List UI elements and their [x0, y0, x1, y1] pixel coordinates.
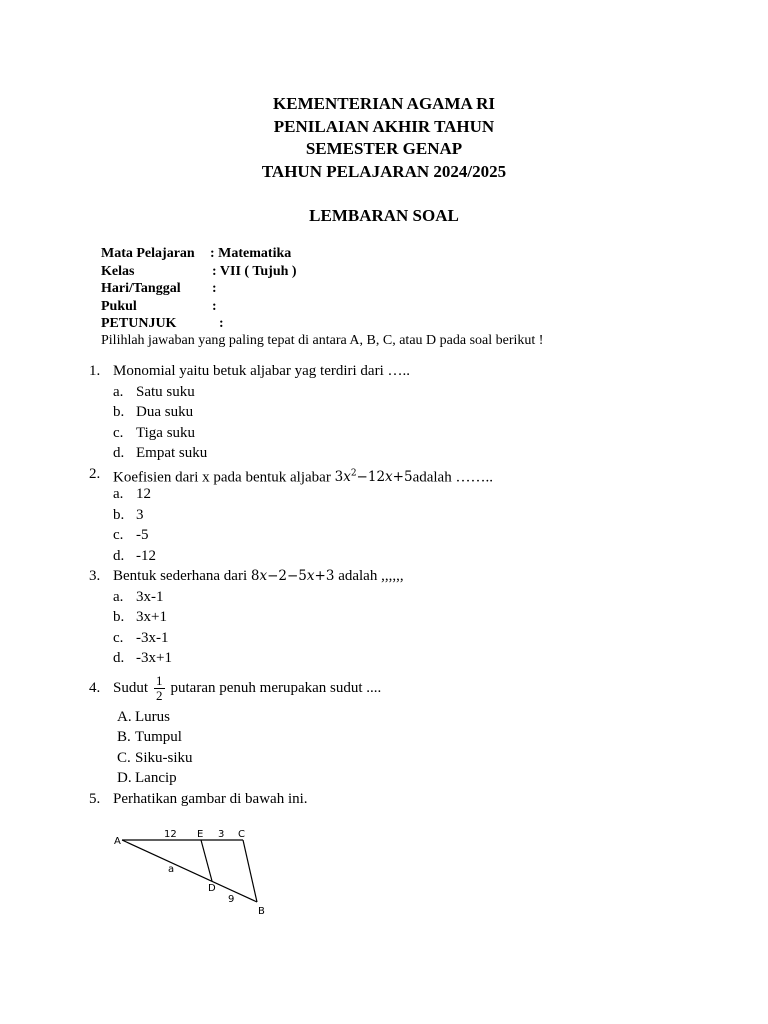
- header-semester: SEMESTER GENAP: [305, 139, 463, 158]
- option-text: 3: [136, 506, 144, 523]
- triangle-figure: [112, 823, 282, 923]
- segment-cb: [243, 840, 257, 902]
- option-letter: c.: [113, 527, 124, 543]
- coefficient: 8: [250, 568, 260, 584]
- option-text: Satu suku: [136, 383, 195, 400]
- guide-value: :: [219, 316, 224, 331]
- question-text-start: Bentuk sederhana dari: [113, 568, 251, 584]
- question-text: [113, 566, 404, 587]
- day-value: :: [212, 281, 217, 296]
- segment-ae-length: 12: [164, 829, 177, 840]
- segment-ec-length: 3: [218, 829, 225, 840]
- question-text-end: adalah ……..: [412, 469, 493, 485]
- fraction-numerator: 1: [156, 672, 163, 688]
- algebra-expression: [335, 469, 413, 485]
- variable: x: [385, 469, 393, 485]
- time-label: Pukul: [101, 298, 137, 314]
- option-text: -3x+1: [136, 650, 172, 666]
- option-text: -5: [136, 527, 149, 543]
- document-header: [0, 93, 768, 183]
- option-text: Siku-siku: [135, 749, 193, 766]
- option-text: Dua suku: [136, 404, 194, 420]
- question-number: 2.: [89, 465, 101, 482]
- fraction: [154, 674, 165, 703]
- option-text: Lancip: [135, 770, 177, 786]
- algebra-expression: [251, 568, 335, 584]
- question-text: Monomial yaitu betuk aljabar yag terdiri dari …..: [113, 363, 410, 379]
- point-a-label: A: [114, 836, 121, 847]
- option-letter: c.: [113, 629, 124, 646]
- question-text-start: Sudut: [113, 679, 149, 696]
- header-ministry: KEMENTERIAN AGAMA RI: [273, 94, 495, 113]
- constant-term: +5: [392, 469, 413, 485]
- variable: x: [259, 568, 268, 584]
- option-text: -12: [136, 547, 156, 564]
- subject-label: Mata Pelajaran: [101, 246, 195, 261]
- question-number: 5.: [89, 790, 101, 807]
- coefficient: 3: [334, 469, 344, 485]
- header-school-year: TAHUN PELAJARAN 2024/2025: [261, 161, 507, 181]
- guide-label: PETUNJUK: [101, 316, 177, 331]
- operator: −: [356, 469, 368, 485]
- option-letter: a.: [113, 383, 124, 400]
- instruction-text: Pilihlah jawaban yang paling tepat di antara A, B, C, atau D pada soal berikut !: [101, 333, 544, 348]
- question-number: 1.: [89, 363, 101, 379]
- option-letter: d.: [113, 650, 125, 666]
- option-text: -3x-1: [136, 629, 169, 646]
- question-text-end: putaran penuh merupakan sudut ....: [170, 679, 382, 696]
- point-d-label: D: [208, 883, 216, 894]
- sheet-title: LEMBARAN SOAL: [309, 206, 459, 225]
- question-text-end: adalah ,,,,,,: [334, 568, 404, 584]
- variable: x: [343, 469, 351, 485]
- class-label: Kelas: [101, 263, 135, 279]
- constant-term: +3: [314, 568, 335, 584]
- coefficient: 12: [367, 469, 386, 485]
- option-letter: a.: [113, 486, 124, 502]
- option-letter: d.: [113, 547, 125, 564]
- fraction-denominator: 2: [156, 687, 163, 703]
- option-letter: a.: [113, 588, 124, 605]
- question-text: [113, 669, 381, 707]
- point-b-label: B: [258, 906, 265, 917]
- class-value: : VII ( Tujuh ): [212, 263, 297, 279]
- option-letter: b.: [113, 506, 125, 523]
- day-label: Hari/Tanggal: [101, 281, 181, 296]
- option-text: Tumpul: [135, 729, 182, 745]
- option-text: Empat suku: [136, 445, 208, 461]
- option-letter: b.: [113, 609, 125, 625]
- point-c-label: C: [238, 829, 245, 840]
- exponent: 2: [350, 468, 357, 479]
- option-letter: B.: [117, 729, 131, 745]
- option-letter: A.: [117, 708, 132, 725]
- time-value: :: [212, 298, 217, 314]
- subject-value: : Matematika: [210, 246, 292, 261]
- option-text: 3x+1: [136, 609, 167, 625]
- segment-ed: [201, 840, 212, 881]
- segment-ad-length: a: [168, 864, 175, 875]
- header-assessment: PENILAIAN AKHIR TAHUN: [273, 116, 495, 136]
- segment-ab: [122, 840, 257, 902]
- option-letter: D.: [117, 770, 132, 786]
- point-e-label: E: [197, 829, 204, 840]
- option-letter: c.: [113, 424, 124, 441]
- question-text: [113, 464, 493, 488]
- question-number: 3.: [89, 568, 101, 584]
- option-text: Tiga suku: [136, 424, 196, 441]
- option-letter: C.: [117, 749, 131, 766]
- question-text: Perhatikan gambar di bawah ini.: [113, 790, 308, 807]
- question-text-start: Koefisien dari x pada bentuk aljabar: [113, 469, 335, 485]
- option-text: 3x-1: [136, 588, 164, 605]
- question-number: 4.: [89, 679, 101, 696]
- option-letter: d.: [113, 445, 125, 461]
- option-text: Lurus: [135, 708, 170, 725]
- middle-terms: −2−5: [267, 568, 307, 584]
- triangle-diagram: [112, 823, 282, 923]
- option-text: 12: [136, 486, 151, 502]
- variable: x: [306, 568, 315, 584]
- segment-db-length: 9: [228, 894, 235, 905]
- option-letter: b.: [113, 404, 125, 420]
